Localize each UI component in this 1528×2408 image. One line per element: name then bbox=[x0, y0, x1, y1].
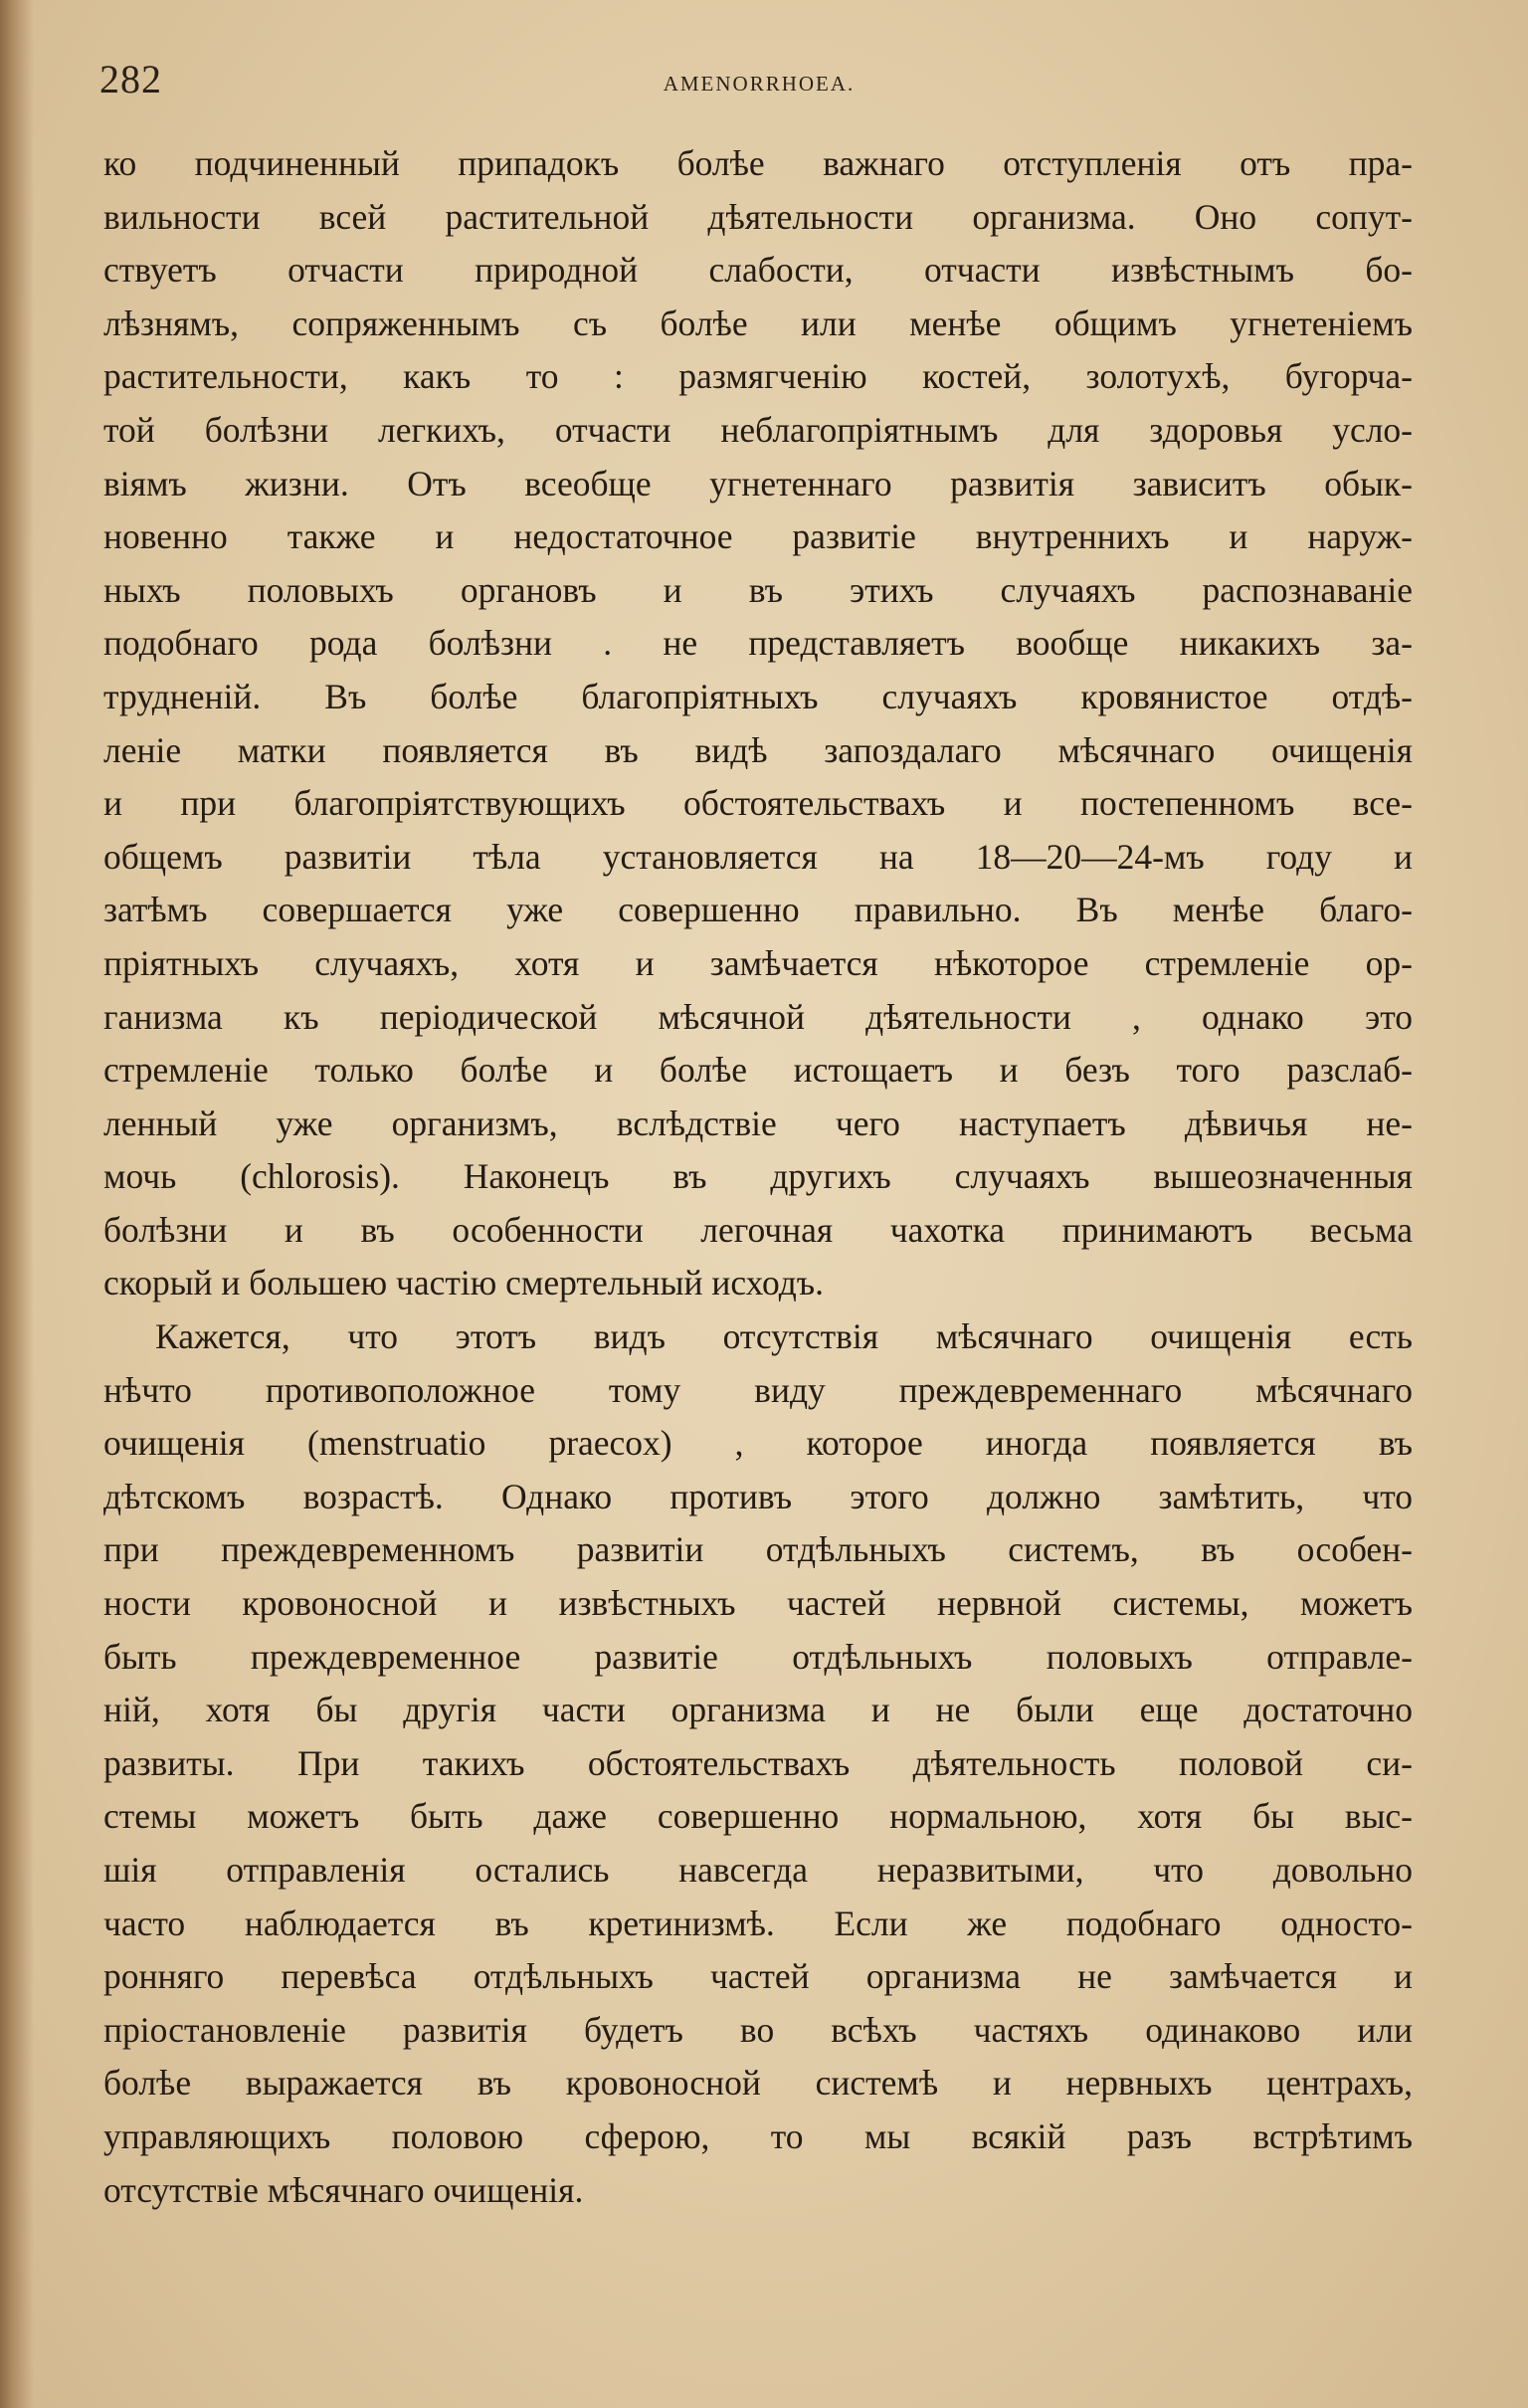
text-line: ронняго перевѣса отдѣльныхъ частей организма не замѣчается и bbox=[103, 1956, 1413, 1997]
text-line: очищенія (menstruatio praecox) , которое иногда появляется въ bbox=[103, 1423, 1413, 1464]
text-line: скорый и большею частію смертельный исходъ. bbox=[103, 1263, 825, 1304]
text-line: общемъ развитіи тѣла установляется на 18—20—24-мъ году и bbox=[103, 836, 1413, 877]
text-line: леніе матки появляется въ видѣ запоздалаго мѣсячнаго очищенія bbox=[103, 729, 1413, 770]
running-head: AMENORRHOEA. bbox=[663, 72, 856, 96]
paragraph-2 bbox=[103, 1310, 1413, 2217]
page-number: 282 bbox=[99, 57, 162, 101]
text-line: стремленіе только болѣе и болѣе истощаетъ и безъ того разслаб- bbox=[103, 1050, 1413, 1091]
text-line: развиты. При такихъ обстоятельствахъ дѣятельность половой си- bbox=[103, 1742, 1413, 1783]
text-line: часто наблюдается въ кретинизмѣ. Если же подобнаго односто- bbox=[103, 1903, 1413, 1943]
page-header bbox=[99, 56, 1419, 105]
text-line: и при благопріятствующихъ обстоятельствахъ и постепенномъ все- bbox=[103, 783, 1413, 824]
text-line: стемы можетъ быть даже совершенно нормальною, хотя бы выс- bbox=[103, 1796, 1413, 1837]
text-line: віямъ жизни. Отъ всеобще угнетеннаго развитія зависитъ обык- bbox=[103, 463, 1413, 503]
text-line: нѣчто противоположное тому виду преждевременнаго мѣсячнаго bbox=[103, 1369, 1413, 1410]
text-line: быть преждевременное развитіе отдѣльныхъ половыхъ отправле- bbox=[103, 1636, 1413, 1677]
text-line: затѣмъ совершается уже совершенно правильно. Въ менѣе благо- bbox=[103, 890, 1413, 930]
text-line: мочь (chlorosis). Наконецъ въ другихъ случаяхъ вышеозначенныя bbox=[103, 1156, 1413, 1197]
text-line: ности кровоносной и извѣстныхъ частей нервной системы, можетъ bbox=[103, 1583, 1413, 1624]
text-line: растительности, какъ то : размягченію костей, золотухѣ, бугорча- bbox=[103, 356, 1413, 397]
text-line: ныхъ половыхъ органовъ и въ этихъ случаяхъ распознаваніе bbox=[103, 569, 1413, 610]
text-line: ко подчиненный припадокъ болѣе важнаго отступленія отъ пра- bbox=[103, 143, 1413, 183]
text-line: при преждевременномъ развитіи отдѣльныхъ системъ, въ особен- bbox=[103, 1529, 1413, 1570]
text-line: ганизма къ періодической мѣсячной дѣятельности , однако это bbox=[103, 996, 1413, 1037]
text-line: трудненій. Въ болѣе благопріятныхъ случаяхъ кровянистое отдѣ- bbox=[103, 676, 1413, 716]
text-line: ленный уже организмъ, вслѣдствіе чего наступаетъ дѣвичья не- bbox=[103, 1103, 1413, 1143]
text-line: вильности всей растительной дѣятельности организма. Оно сопут- bbox=[103, 196, 1413, 237]
text-line: подобнаго рода болѣзни . не представляетъ вообще никакихъ за- bbox=[103, 623, 1413, 664]
text-line: ній, хотя бы другія части организма и не были еще достаточно bbox=[103, 1690, 1413, 1730]
text-line: новенно также и недостаточное развитіе внутреннихъ и наруж- bbox=[103, 516, 1413, 557]
text-line: пріостановленіе развитія будетъ во всѣхъ частяхъ одинаково или bbox=[103, 2009, 1413, 2050]
text-line: лѣзнямъ, сопряженнымъ съ болѣе или менѣе общимъ угнетеніемъ bbox=[103, 302, 1413, 343]
text-line: отсутствіе мѣсячнаго очищенія. bbox=[103, 2169, 584, 2210]
text-line: управляющихъ половою сферою, то мы всякій разъ встрѣтимъ bbox=[103, 2115, 1413, 2156]
body-text bbox=[103, 137, 1413, 2217]
text-line: шія отправленія остались навсегда неразвитыми, что довольно bbox=[103, 1850, 1413, 1890]
text-line: пріятныхъ случаяхъ, хотя и замѣчается нѣкоторое стремленіе ор- bbox=[103, 942, 1413, 983]
text-line: болѣзни и въ особенности легочная чахотка принимаютъ весьма bbox=[103, 1209, 1413, 1250]
text-line: дѣтскомъ возрастѣ. Однако противъ этого должно замѣтить, что bbox=[103, 1476, 1413, 1516]
text-line: ствуетъ отчасти природной слабости, отчасти извѣстнымъ бо- bbox=[103, 250, 1413, 291]
text-line: той болѣзни легкихъ, отчасти неблагопріятнымъ для здоровья усло- bbox=[103, 409, 1413, 450]
text-line: болѣе выражается въ кровоносной системѣ и нервныхъ центрахъ, bbox=[103, 2063, 1413, 2104]
paragraph-1 bbox=[103, 137, 1413, 1310]
text-line: Кажется, что этотъ видъ отсутствія мѣсячнаго очищенія есть bbox=[155, 1316, 1413, 1357]
